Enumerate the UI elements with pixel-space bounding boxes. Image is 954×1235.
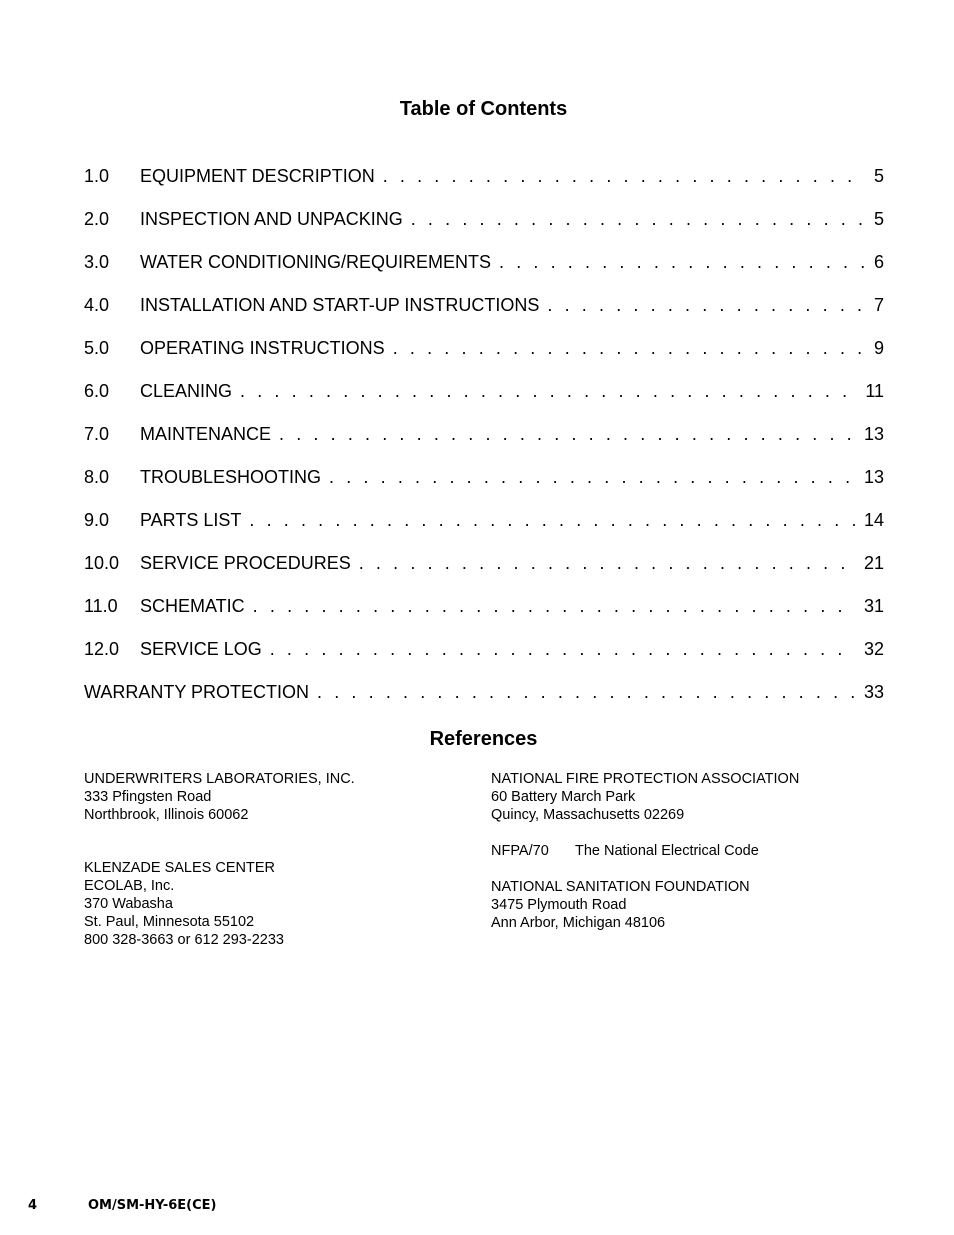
toc-entry-label: OPERATING INSTRUCTIONS xyxy=(140,338,385,358)
reference-klenzade xyxy=(84,859,474,949)
toc-entry-page: 9 xyxy=(873,338,884,358)
toc-entry-page: 7 xyxy=(873,295,884,315)
toc-entry-number: 6.0 xyxy=(84,381,110,401)
reference-street: 370 Wabasha xyxy=(84,896,173,912)
toc-entry-number: 8.0 xyxy=(84,467,110,487)
reference-name: NATIONAL SANITATION FOUNDATION xyxy=(491,879,750,895)
toc-leader-dots xyxy=(253,596,856,617)
page-number: 4 xyxy=(28,1198,38,1213)
toc-entry-page: 6 xyxy=(873,252,884,272)
toc-entry-label: WARRANTY PROTECTION xyxy=(84,682,310,702)
toc-entry-maintenance[interactable] xyxy=(84,424,884,467)
toc-entry-number: 11.0 xyxy=(84,596,118,616)
toc-entry-operating-instructions[interactable] xyxy=(84,338,884,381)
toc-entry-label: TROUBLESHOOTING xyxy=(140,467,322,487)
toc-entry-inspection-unpacking[interactable] xyxy=(84,209,884,252)
toc-leader-dots xyxy=(383,166,866,187)
toc-entry-label: INSPECTION AND UNPACKING xyxy=(140,209,403,229)
toc-leader-dots xyxy=(279,424,856,445)
toc-entry-label: CLEANING xyxy=(140,381,233,401)
toc-entry-parts-list[interactable] xyxy=(84,510,884,553)
toc-entry-label: INSTALLATION AND START-UP INSTRUCTIONS xyxy=(140,295,540,315)
toc-entry-service-procedures[interactable] xyxy=(84,553,884,596)
toc-entry-label: MAINTENANCE xyxy=(140,424,272,444)
toc-entry-page: 32 xyxy=(863,639,884,659)
references-left-column xyxy=(84,770,474,949)
toc-entry-number: 12.0 xyxy=(84,639,120,659)
reference-company: ECOLAB, Inc. xyxy=(84,878,175,894)
reference-nfpa xyxy=(491,770,911,860)
toc-entry-number: 10.0 xyxy=(84,553,120,573)
toc-leader-dots xyxy=(270,639,856,660)
reference-name: NATIONAL FIRE PROTECTION ASSOCIATION xyxy=(491,771,800,787)
toc-entry-label: WATER CONDITIONING/REQUIREMENTS xyxy=(140,252,491,272)
toc-entry-schematic[interactable] xyxy=(84,596,884,639)
toc-title: Table of Contents xyxy=(399,98,568,120)
toc-leader-dots xyxy=(547,295,866,316)
toc-leader-dots xyxy=(359,553,856,574)
toc-leader-dots xyxy=(240,381,857,402)
toc-entry-page: 33 xyxy=(863,682,884,702)
toc-leader-dots xyxy=(499,252,866,273)
reference-city: St. Paul, Minnesota 55102 xyxy=(84,914,255,930)
references-right-column xyxy=(491,770,911,932)
toc-entry-page: 21 xyxy=(863,553,884,573)
toc-list xyxy=(84,166,884,725)
toc-entry-page: 5 xyxy=(873,209,884,229)
reference-code-description: The National Electrical Code xyxy=(575,843,759,859)
reference-street: 3475 Plymouth Road xyxy=(491,897,627,913)
toc-entry-page: 11 xyxy=(865,381,884,401)
toc-leader-dots xyxy=(329,467,856,488)
toc-entry-cleaning[interactable] xyxy=(84,381,884,424)
toc-entry-warranty-protection[interactable] xyxy=(84,682,884,725)
toc-entry-water-conditioning[interactable] xyxy=(84,252,884,295)
reference-city: Northbrook, Illinois 60062 xyxy=(84,807,249,823)
toc-leader-dots xyxy=(249,510,856,531)
toc-entry-number: 2.0 xyxy=(84,209,110,229)
page-footer xyxy=(28,1198,216,1213)
reference-street: 60 Battery March Park xyxy=(491,789,636,805)
reference-name: UNDERWRITERS LABORATORIES, INC. xyxy=(84,771,355,787)
toc-entry-number: 3.0 xyxy=(84,252,110,272)
spacer xyxy=(491,824,911,842)
toc-entry-page: 13 xyxy=(863,424,884,444)
toc-entry-label: SERVICE PROCEDURES xyxy=(140,553,351,573)
toc-entry-label: SERVICE LOG xyxy=(140,639,262,659)
toc-entry-label: EQUIPMENT DESCRIPTION xyxy=(140,166,375,186)
toc-entry-page: 13 xyxy=(863,467,884,487)
toc-leader-dots xyxy=(411,209,866,230)
toc-entry-number: 7.0 xyxy=(84,424,110,444)
reference-name: KLENZADE SALES CENTER xyxy=(84,860,275,876)
toc-entry-number: 9.0 xyxy=(84,510,110,530)
toc-entry-page: 5 xyxy=(873,166,884,186)
reference-ul xyxy=(84,770,474,824)
toc-entry-page: 14 xyxy=(863,510,884,530)
toc-entry-label: PARTS LIST xyxy=(140,510,242,530)
reference-code: NFPA/70 xyxy=(491,843,549,859)
toc-leader-dots xyxy=(317,682,856,703)
references-title: References xyxy=(429,728,538,750)
reference-city: Ann Arbor, Michigan 48106 xyxy=(491,915,666,931)
reference-nsf xyxy=(491,878,911,932)
document-code: OM/SM-HY-6E(CE) xyxy=(88,1198,217,1213)
toc-entry-label: SCHEMATIC xyxy=(140,596,245,616)
toc-leader-dots xyxy=(393,338,866,359)
toc-entry-troubleshooting[interactable] xyxy=(84,467,884,510)
spacer xyxy=(84,824,474,859)
toc-entry-number: 5.0 xyxy=(84,338,110,358)
reference-code-line xyxy=(491,842,911,860)
reference-phone: 800 328-3663 or 612 293-2233 xyxy=(84,932,284,948)
reference-city: Quincy, Massachusetts 02269 xyxy=(491,807,685,823)
toc-entry-number: 1.0 xyxy=(84,166,110,186)
toc-entry-installation[interactable] xyxy=(84,295,884,338)
toc-entry-equipment-description[interactable] xyxy=(84,166,884,209)
toc-entry-page: 31 xyxy=(863,596,884,616)
toc-entry-service-log[interactable] xyxy=(84,639,884,682)
spacer xyxy=(491,860,911,878)
reference-street: 333 Pfingsten Road xyxy=(84,789,212,805)
toc-entry-number: 4.0 xyxy=(84,295,110,315)
